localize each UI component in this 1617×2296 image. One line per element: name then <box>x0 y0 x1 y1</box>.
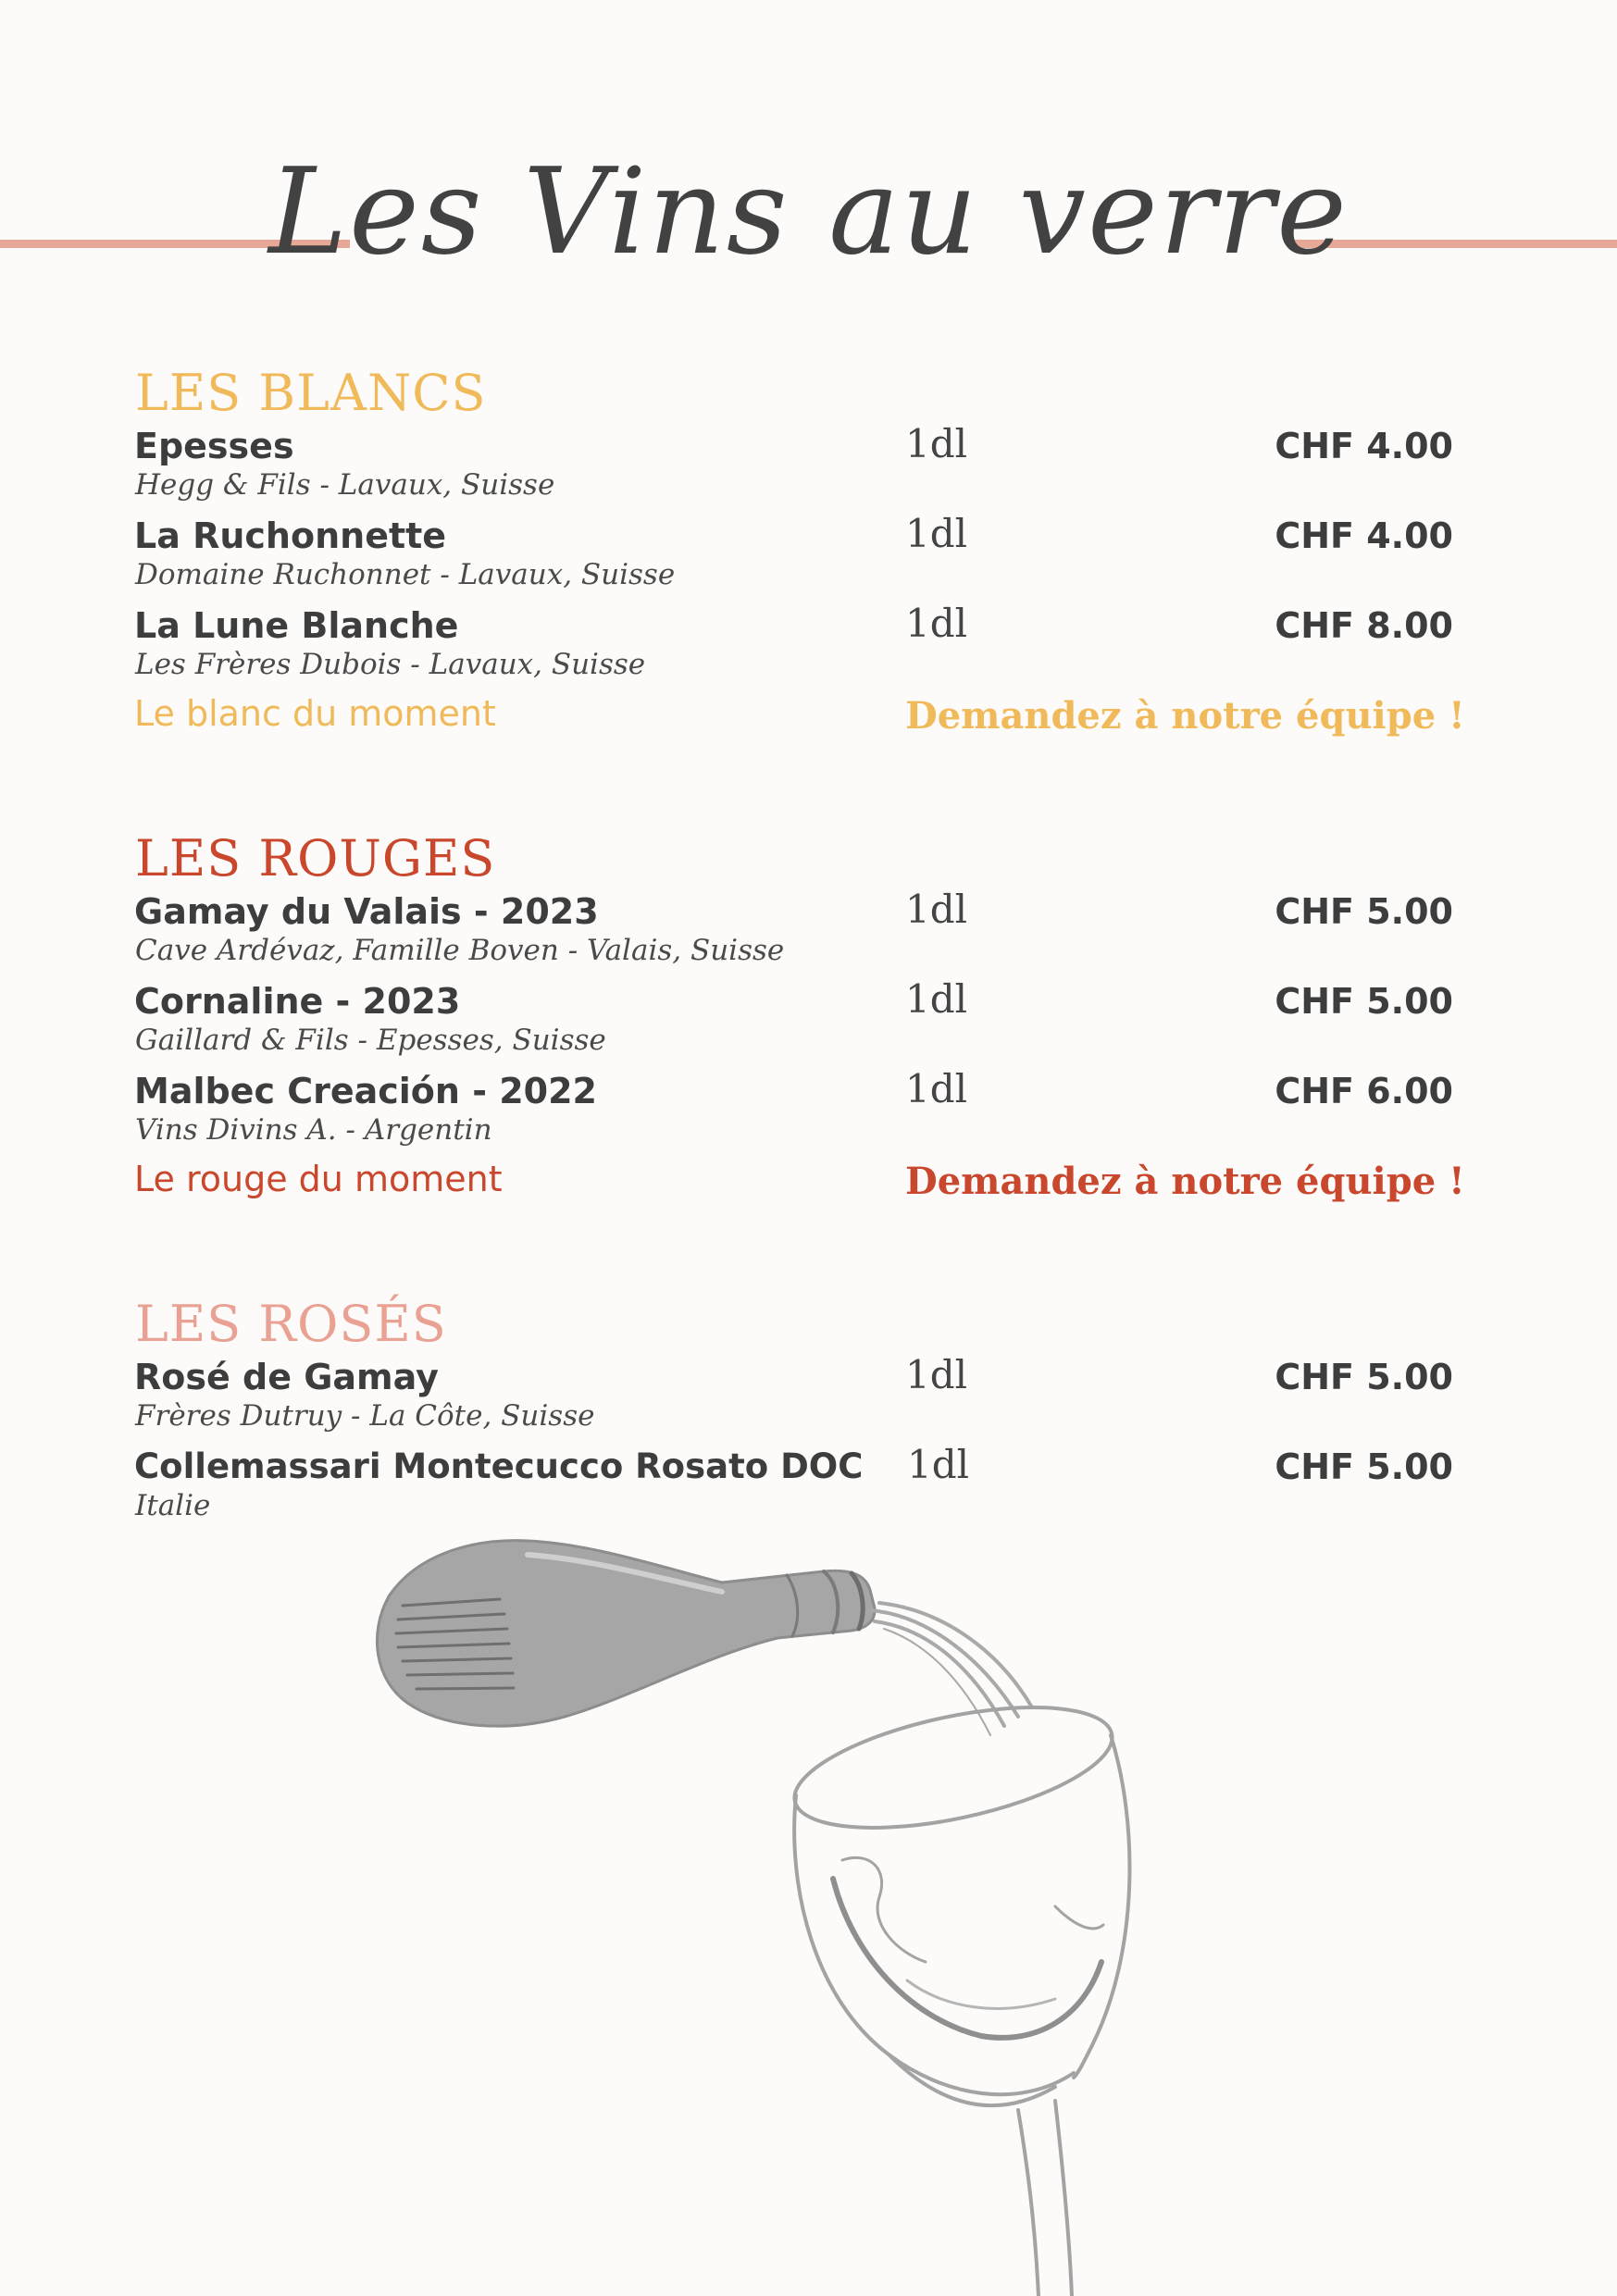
moment-label-rouge: Le rouge du moment <box>134 1159 503 1199</box>
section-title-rouges: LES ROUGES <box>135 829 496 887</box>
wine-quantity: 1dl <box>905 421 968 466</box>
wine-price: CHF 5.00 <box>1275 981 1453 1022</box>
wine-quantity: 1dl <box>905 976 968 1022</box>
wine-producer: Cave Ardévaz, Famille Boven - Valais, Suisse <box>135 934 785 967</box>
wine-quantity: 1dl <box>907 1442 970 1487</box>
wine-price: CHF 5.00 <box>1275 1357 1453 1397</box>
moment-note-rouge: Demandez à notre équipe ! <box>905 1160 1465 1203</box>
section-title-roses: LES ROSÉS <box>135 1295 447 1353</box>
wine-price: CHF 4.00 <box>1275 515 1453 556</box>
wine-row <box>0 887 1617 980</box>
wine-quantity: 1dl <box>905 511 968 556</box>
wine-row <box>0 976 1617 1070</box>
wine-row <box>0 601 1617 694</box>
wine-price: CHF 5.00 <box>1275 1446 1453 1487</box>
wine-price: CHF 8.00 <box>1275 605 1453 646</box>
wine-name: Rosé de Gamay <box>134 1357 439 1397</box>
wine-name: Cornaline - 2023 <box>134 981 461 1022</box>
moment-label-blanc: Le blanc du moment <box>134 693 496 734</box>
wine-name: La Lune Blanche <box>134 605 459 646</box>
wine-quantity: 1dl <box>905 601 968 646</box>
moment-note-blanc: Demandez à notre équipe ! <box>905 694 1465 738</box>
wine-row <box>0 1352 1617 1446</box>
wine-producer: Frères Dutruy - La Côte, Suisse <box>135 1399 595 1433</box>
wine-glass-icon <box>784 1684 1129 2296</box>
wine-row <box>0 511 1617 604</box>
wine-bottle-icon <box>377 1541 875 1726</box>
wine-producer: Hegg & Fils - Lavaux, Suisse <box>135 468 555 502</box>
wine-row <box>0 1066 1617 1160</box>
wine-name: La Ruchonnette <box>134 515 447 556</box>
wine-name: Malbec Creación - 2022 <box>134 1071 597 1111</box>
wine-pour-illustration <box>352 1518 1185 2296</box>
wine-producer: Italie <box>135 1489 211 1522</box>
wine-price: CHF 4.00 <box>1275 426 1453 466</box>
wine-producer: Domaine Ruchonnet - Lavaux, Suisse <box>135 558 676 591</box>
section-title-blancs: LES BLANCS <box>135 364 487 422</box>
wine-row <box>0 421 1617 515</box>
page-title: Les Vins au verre <box>268 143 1349 281</box>
wine-name: Collemassari Montecucco Rosato DOC <box>134 1446 864 1486</box>
wine-producer: Vins Divins A. - Argentin <box>135 1113 492 1147</box>
wine-price: CHF 6.00 <box>1275 1071 1453 1111</box>
wine-quantity: 1dl <box>905 1352 968 1397</box>
wine-name: Gamay du Valais - 2023 <box>134 891 599 932</box>
wine-quantity: 1dl <box>905 1066 968 1111</box>
wine-price: CHF 5.00 <box>1275 891 1453 932</box>
wine-producer: Gaillard & Fils - Epesses, Suisse <box>135 1024 606 1057</box>
wine-producer: Les Frères Dubois - Lavaux, Suisse <box>135 648 646 681</box>
wine-name: Epesses <box>134 426 294 466</box>
wine-quantity: 1dl <box>905 887 968 932</box>
